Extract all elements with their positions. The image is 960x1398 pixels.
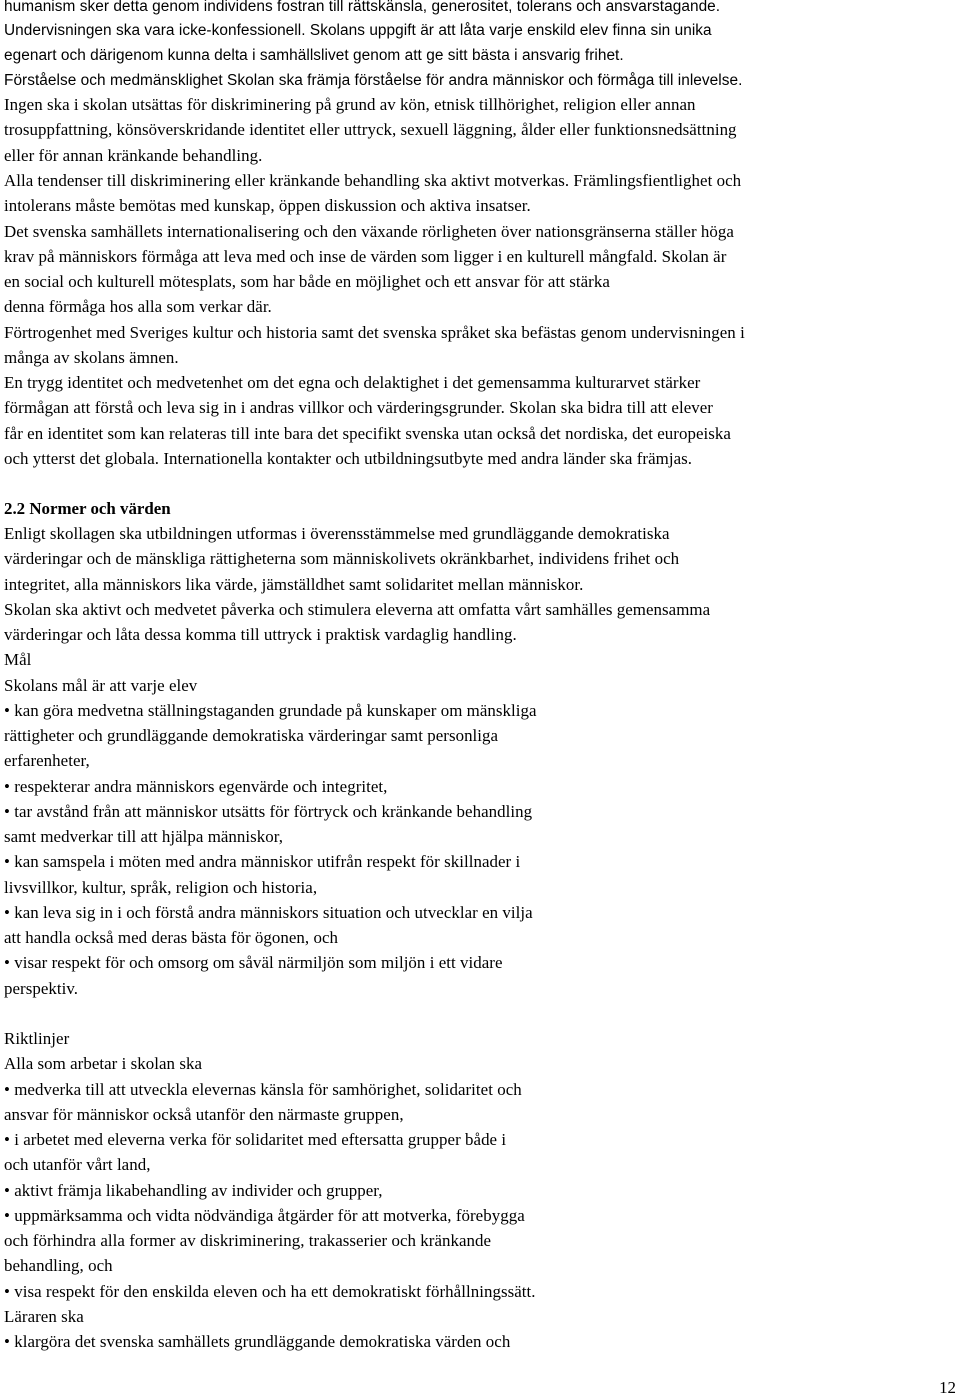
bullet-item: • kan leva sig in i och förstå andra människors situation och utvecklar en vilja <box>4 903 533 922</box>
body-text-line: denna förmåga hos alla som verkar där. <box>4 297 272 316</box>
body-text-line: och förhindra alla former av diskriminering, trakasserier och kränkande <box>4 1231 492 1250</box>
body-text-line: värderingar och låta dessa komma till uttryck i praktisk vardaglig handling. <box>4 625 517 644</box>
bullet-item: • visa respekt för den enskilda eleven och ha ett demokratiskt förhållningssätt. <box>4 1282 536 1301</box>
body-text-line: får en identitet som kan relateras till inte bara det specifikt svenska utan också det nordiska, det europeiska <box>4 424 731 443</box>
subheading-mal: Mål <box>4 650 32 669</box>
body-text-line: Alla tendenser till diskriminering eller kränkande behandling ska aktivt motverkas. Främlingsfientlighet och <box>4 171 742 190</box>
section-heading: 2.2 Normer och värden <box>4 499 171 518</box>
body-text-line: egenart och därigenom kunna delta i samhällslivet genom att ge sitt bästa i ansvarig frihet. <box>4 47 624 64</box>
body-text-line: många av skolans ämnen. <box>4 348 179 367</box>
body-text-line: erfarenheter, <box>4 751 90 770</box>
bullet-item: • i arbetet med eleverna verka för solidaritet med eftersatta grupper både i <box>4 1130 507 1149</box>
body-text-line: krav på människors förmåga att leva med och inse de värden som ligger i en kulturell mångfald. Skolan är <box>4 247 727 266</box>
body-text-line: samt medverkar till att hjälpa människor, <box>4 827 284 846</box>
bullet-item: • respekterar andra människors egenvärde och integritet, <box>4 777 388 796</box>
bullet-item: • aktivt främja likabehandling av individer och grupper, <box>4 1181 383 1200</box>
subheading-riktlinjer: Riktlinjer <box>4 1029 70 1048</box>
body-text-line: rättigheter och grundläggande demokratiska värderingar samt personliga <box>4 726 499 745</box>
body-text-line: och utanför vårt land, <box>4 1155 151 1174</box>
body-text-line: Alla som arbetar i skolan ska <box>4 1054 202 1073</box>
body-text-line: Ingen ska i skolan utsättas för diskriminering på grund av kön, etnisk tillhörighet, religion eller annan <box>4 95 696 114</box>
body-text-line: och ytterst det globala. Internationella kontakter och utbildningsutbyte med andra länder ska främjas. <box>4 449 693 468</box>
body-text-line: Undervisningen ska vara icke-konfessionell. Skolans uppgift är att låta varje enskild elev finna sin unika <box>4 22 712 39</box>
body-text-line: En trygg identitet och medvetenhet om det egna och delaktighet i det gemensamma kulturarvet stärker <box>4 373 701 392</box>
body-text-line: humanism sker detta genom individens fostran till rättskänsla, generositet, tolerans och ansvarstagande. <box>4 0 721 15</box>
bullet-item: • kan samspela i möten med andra människor utifrån respekt för skillnader i <box>4 852 521 871</box>
body-text-line: intolerans måste bemötas med kunskap, öppen diskussion och aktiva insatser. <box>4 196 531 215</box>
body-text-line: värderingar och de mänskliga rättigheterna som människolivets okränkbarhet, individens frihet och <box>4 549 680 568</box>
body-text-line: ansvar för människor också utanför den närmaste gruppen, <box>4 1105 404 1124</box>
body-text-line: en social och kulturell mötesplats, som har både en möjlighet och ett ansvar för att stärka <box>4 272 610 291</box>
body-text-line: Läraren ska <box>4 1307 84 1326</box>
body-text-line: förmågan att förstå och leva sig in i andras villkor och värderingsgrunder. Skolan ska bidra till att elever <box>4 398 713 417</box>
page-number: 12 <box>939 1378 956 1397</box>
body-text-line: Skolan ska aktivt och medvetet påverka och stimulera eleverna att omfatta vårt samhälles gemensamma <box>4 600 711 619</box>
body-text-line: att handla också med deras bästa för ögonen, och <box>4 928 338 947</box>
body-text-line: eller för annan kränkande behandling. <box>4 146 263 165</box>
bullet-item: • tar avstånd från att människor utsätts för förtryck och kränkande behandling <box>4 802 533 821</box>
body-text-line: Förtrogenhet med Sveriges kultur och historia samt det svenska språket ska befästas genom undervisningen i <box>4 323 745 342</box>
body-text-line: perspektiv. <box>4 979 79 998</box>
body-text-line: Enligt skollagen ska utbildningen utformas i överensstämmelse med grundläggande demokratiska <box>4 524 670 543</box>
body-text-line: livsvillkor, kultur, språk, religion och historia, <box>4 878 318 897</box>
body-text-line: integritet, alla människors lika värde, jämställdhet samt solidaritet mellan människor. <box>4 575 584 594</box>
bullet-item: • uppmärksamma och vidta nödvändiga åtgärder för att motverka, förebygga <box>4 1206 525 1225</box>
bullet-item: • medverka till att utveckla elevernas känsla för samhörighet, solidaritet och <box>4 1080 522 1099</box>
body-text-line: trosuppfattning, könsöverskridande identitet eller uttryck, sexuell läggning, ålder eller funktionsnedsättning <box>4 120 737 139</box>
bullet-item: • visar respekt för och omsorg om såväl närmiljön som miljön i ett vidare <box>4 953 503 972</box>
body-text-line: Det svenska samhällets internationalisering och den växande rörligheten över nationsgränserna ställer höga <box>4 222 734 241</box>
body-text-line: Skolans mål är att varje elev <box>4 676 198 695</box>
bullet-item: • klargöra det svenska samhällets grundläggande demokratiska värden och <box>4 1332 511 1351</box>
bullet-item: • kan göra medvetna ställningstaganden grundade på kunskaper om mänskliga <box>4 701 537 720</box>
body-text-line: Förståelse och medmänsklighet Skolan ska främja förståelse för andra människor och förmåga till inlevelse. <box>4 72 743 89</box>
body-text-line: behandling, och <box>4 1256 113 1275</box>
